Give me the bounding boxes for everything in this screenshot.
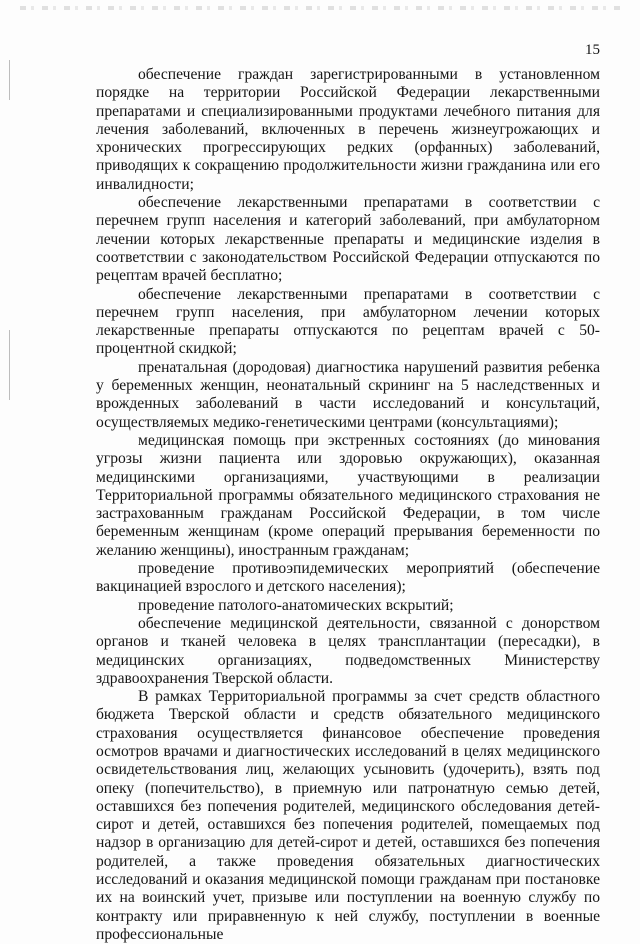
page-number: 15 — [585, 42, 600, 58]
paragraph: медицинская помощь при экстренных состояниях (до минования угрозы жизни пациента или здоровью окружающих), оказанная медицинскими организациями, участвующими в реализации Территориальной программы обязательного медицинского страхования не застрахованным гражданам Российской Федерации, в том числе беременным женщинам (кроме операций прерывания беременности по желанию женщины), иностранным гражданам; — [96, 431, 600, 559]
scan-margin-mark — [9, 330, 10, 400]
paragraph: обеспечение граждан зарегистрированными в установленном порядке на территории Российской Федерации лекарственными препаратами и специализированными продуктами лечебного питания для лечения заболеваний, включенных в перечень жизнеугрожающих и хронических прогрессирующих редких (орфанных) заболеваний, приводящих к сокращению продолжительности жизни гражданина или его инвалидности; — [96, 66, 600, 193]
document-body — [96, 66, 600, 944]
scan-margin-mark — [9, 60, 10, 100]
paragraph: обеспечение лекарственными препаратами в соответствии с перечнем групп населения, при амбулаторном лечении которых лекарственные препараты отпускаются по рецептам врачей с 50-процентной скидкой; — [96, 285, 600, 358]
paragraph: В рамках Территориальной программы за счет средств областного бюджета Тверской области и средств обязательного медицинского страхования осуществляется финансовое обеспечение проведения осмотров врачами и диагностических исследований в целях медицинского освидетельствования лиц, желающих усыновить (удочерить), взять под опеку (попечительство), в приемную или патронатную семью детей, оставшихся без попечения родителей, медицинского обследования детей-сирот и детей, оставшихся без попечения родителей, помещаемых под надзор в организацию для детей-сирот и детей, оставшихся без попечения родителей, а также проведения обязательных диагностических исследований и оказания медицинской помощи гражданам при постановке их на воинский учет, призыве или поступлении на военную службу по контракту или приравненную к ней службу, поступлении в военные профессиональные — [96, 688, 600, 943]
scan-artifact-top — [20, 6, 620, 10]
paragraph: обеспечение медицинской деятельности, связанной с донорством органов и тканей человека в целях трансплантации (пересадки), в медицинских организациях, подведомственных Министерству здравоохранения Тверской области. — [96, 614, 600, 687]
paragraph: проведение патолого-анатомических вскрытий; — [138, 596, 454, 614]
paragraph: проведение противоэпидемических мероприятий (обеспечение вакцинацией взрослого и детского населения); — [96, 560, 600, 596]
paragraph: обеспечение лекарственными препаратами в соответствии с перечнем групп населения и категорий заболеваний, при амбулаторном лечении которых лекарственные препараты и медицинские изделия в соответствии с законодательством Российской Федерации отпускаются по рецептам врачей бесплатно; — [96, 194, 600, 285]
paragraph: пренатальная (дородовая) диагностика нарушений развития ребенка у беременных женщин, неонатальный скрининг на 5 наследственных и врожденных заболеваний в части исследований и консультаций, осуществляемых медико-генетическими центрами (консультациями); — [96, 358, 600, 431]
